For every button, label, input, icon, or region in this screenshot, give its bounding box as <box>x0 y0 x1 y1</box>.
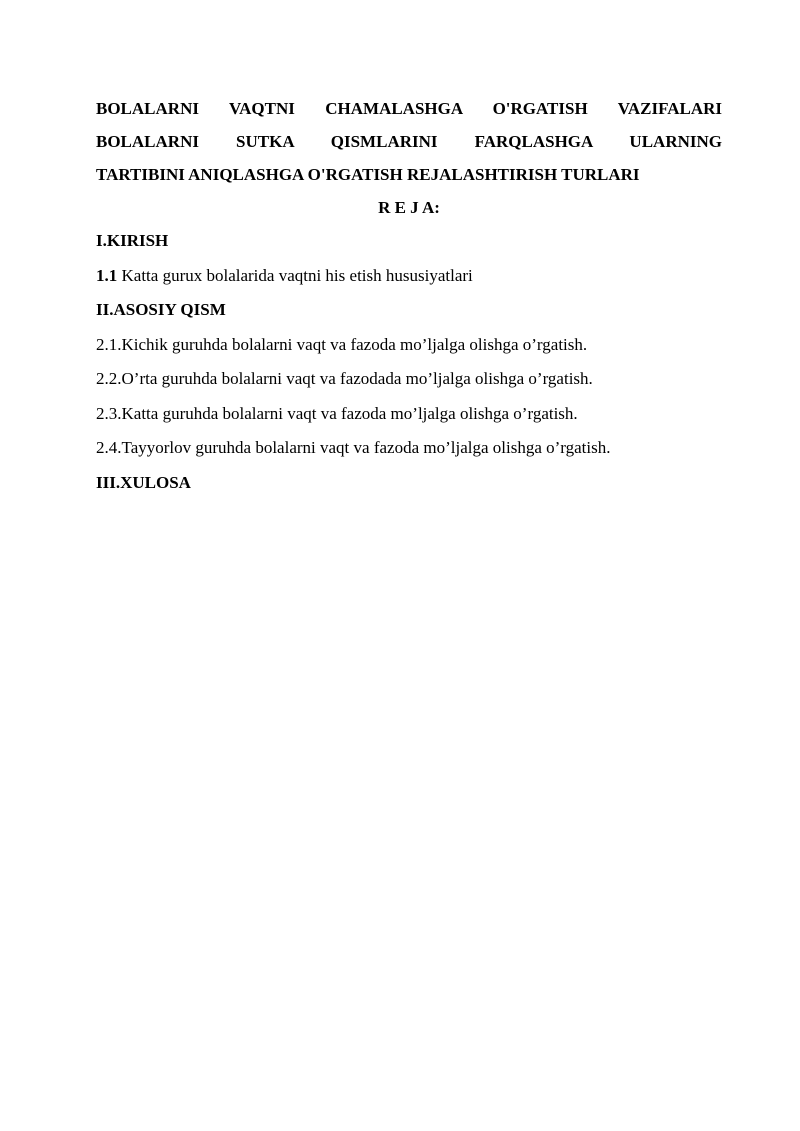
main-item-2-1: 2.1.Kichik guruhda bolalarni vaqt va fazoda mo’ljalga olishga o’rgatish. <box>96 334 588 354</box>
document-content <box>96 92 722 500</box>
intro-heading: I.KIRISH <box>96 231 169 250</box>
title-line-2: BOLALARNI SUTKA QISMLARINI FARQLASHGA ULARNING <box>96 132 722 151</box>
intro-item-number: 1.1 <box>96 265 118 285</box>
intro-item-text: Katta gurux bolalarida vaqtni his etish hususiyatlari <box>117 265 473 285</box>
plan-heading: R E J A: <box>378 198 440 217</box>
main-item-2-3: 2.3.Katta guruhda bolalarni vaqt va fazoda mo’ljalga olishga o’rgatish. <box>96 403 578 423</box>
document-title <box>96 92 722 191</box>
title-line-1: BOLALARNI VAQTNI CHAMALASHGA O'RGATISH VAZIFALARI <box>96 99 722 118</box>
intro-item <box>96 259 722 294</box>
main-item-2-4: 2.4.Tayyorlov guruhda bolalarni vaqt va fazoda mo’ljalga olishga o’rgatish. <box>96 438 611 457</box>
conclusion-heading: III.XULOSA <box>96 472 191 492</box>
title-line-3: TARTIBINI ANIQLASHGA O'RGATISH REJALASHTIRISH TURLARI <box>96 165 640 184</box>
main-item-2-2: 2.2.O’rta guruhda bolalarni vaqt va fazodada mo’ljalga olishga o’rgatish. <box>96 369 593 388</box>
main-heading: II.ASOSIY QISM <box>96 300 226 319</box>
